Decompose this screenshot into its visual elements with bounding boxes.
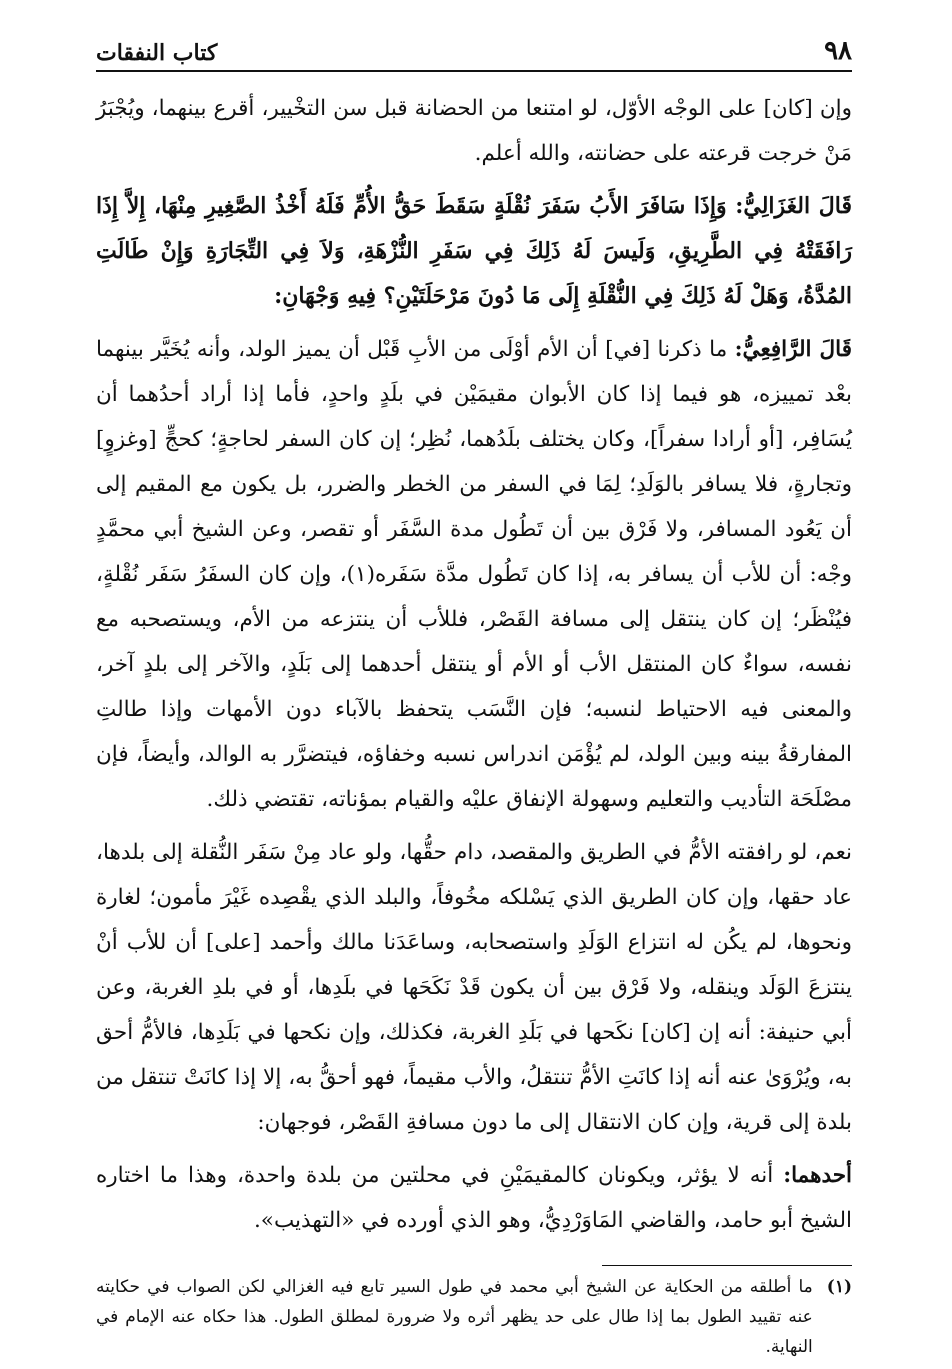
- footnote-divider: [602, 1265, 852, 1266]
- footnote: [96, 1272, 852, 1362]
- first-view-lead: أحدهما:: [783, 1163, 852, 1188]
- paragraph-4: نعم، لو رافقته الأمُّ في الطريق والمقصد، دام حقُّها، ولو عاد مِنْ سَفَر النُّقلة إلى بلدها، عاد حقها، وإن كان الطريق الذي يَسْلكه مخُوفاً، والبلد الذي يقْصِده غَيْرَ مأمون؛ لغارة ونحوها، لم يكُن له انتزاع الوَلَدِ واستصحابه، وساعَدَنا مالك وأحمد [على] أن للأب أنْ ينتزعَ الوَلَد وينقله، ولا فَرْق بين أن يكون قَدْ نَكَحَها في بلَدِها، أو في بلدِ الغربة، وعن أبي حنيفة: أنه إن [كان] نكَحها في بَلَدِ الغربة، فكذلك، وإن نكحها في بَلَدِها، فالأمُّ أحق به، ويُرْوَىٰ عنه أنه إذا كانَتِ الأمُّ تنتقلُ، والأب مقيماً، فهو أحقُّ به، إلا إذا كانَتْ تنتقل من بلدة إلى قرية، وإن كان الانتقال إلى ما دون مسافةِ القَصْر، فوجهان:: [96, 840, 852, 1135]
- page-body: [96, 86, 852, 1243]
- page-number: ٩٨: [824, 36, 852, 66]
- paragraph-rafii: [96, 327, 852, 822]
- footnote-number: (١): [826, 1277, 852, 1297]
- running-title: كتاب النفقات: [96, 40, 218, 66]
- rafii-text: ما ذكرنا [في] أن الأم أوْلَى من الأبِ قَبْل أن يميز الولد، وأنه يُخَيَّر بينهما بعْد تمييزه، هو فيما إذا كان الأبوان مقيمَيْن في بلَدٍ واحدٍ، فأما إذا أراد أحدُهما أن يُسَافِر، [أو أرادا سفراً]، وكان يختلف بلَدُهما، نُظِر؛ إن كان السفر لحاجةٍ؛ كحجٍّ [وغزوٍ] وتجارةٍ، فلا يسافر بالوَلَدِ؛ لِمَا في السفر من الخطر والضرر، بل يكون مع المقيم إلى أن يَعُود المسافر، ولا فَرْق بين أن تَطُول مدة السَّفَر أو تقصر، وعن الشيخ أبي محمَّدٍ وجْه: أن للأب أن يسافر به، إذا كان تَطُول مدَّة سَفَره(١)، وإن كان السفَرُ سَفَر نُقْلةٍ، فيُنْظَر؛ إن كان ينتقل إلى مسافة القَصْر، فللأب أن ينتزعه من الأم، ويستصحبه مع نفسه، سواءٌ كان المنتقل الأب أو الأم أو ينتقل أحدهما إلى بَلَدٍ، والآخر إلى بلدٍ آخر، والمعنى فيه الاحتياط لنسبه؛ فإن النَّسَب يتحفظ بالآباء دون الأمهات وإذا طالتِ المفارقةُ بينه وبين الولد، لم يُؤْمَن اندراس نسبه وخفاؤه، فيتضرَّر به الوالد، وأيضاً، فإن مصْلَحَة التأديب والتعليم وسهولة الإنفاق عليْه والقيام بمؤناته، تقتضي ذلك.: [96, 337, 852, 812]
- page-header: [96, 30, 852, 72]
- ghazali-quote: قَالَ الغَزَالِيُّ: وَإِذَا سَافَرَ الأَبُ سَفَرَ نُقْلَةٍ سَقَطَ حَقُّ الأُمِّ فَلَهُ أَخْذُ الصَّغِيرِ مِنْهَا، إِلاَّ إِذَا رَافَقَتْهُ فِي الطَّرِيقِ، وَلَيسَ لَهُ ذَلِكَ فِي سَفَرِ النُّزْهَةِ، وَلاَ فِي التِّجَارَةِ وَإِنْ طَالَتِ المُدَّةُ، وَهَلْ لَهُ ذَلِكَ فِي النُّقْلَةِ إِلَى مَا دُونَ مَرْحَلَتَيْنِ؟ فِيهِ وَجْهَانِ:: [96, 193, 852, 309]
- first-view-text: أنه لا يؤثر، ويكونان كالمقيمَيْنِ في محلتين من بلدة واحدة، وهذا ما اختاره الشيخ أبو حامد، والقاضي المَاوَرْدِيُّ، وهو الذي أورده في «التهذيب».: [96, 1163, 852, 1233]
- footnote-text: ما أطلقه من الحكاية عن الشيخ أبي محمد في طول السير تابع فيه الغزالي لكن الصواب في حكايته عنه تقييد الطول بما إذا طال على حد يظهر أثره ولا ضرورة لمطلق الطول. هذا حكاه عنه الإمام في النهاية.: [96, 1277, 813, 1357]
- rafii-lead: قَالَ الرَّافِعِيُّ:: [734, 337, 852, 362]
- paragraph-5: [96, 1153, 852, 1243]
- paragraph-1: وإن [كان] على الوجْه الأوّل، لو امتنعا من الحضانة قبل سن التخْيير، أقرع بينهما، ويُجْبَرُ مَنْ خرجت قرعته على حضانته، والله أعلم.: [96, 96, 852, 166]
